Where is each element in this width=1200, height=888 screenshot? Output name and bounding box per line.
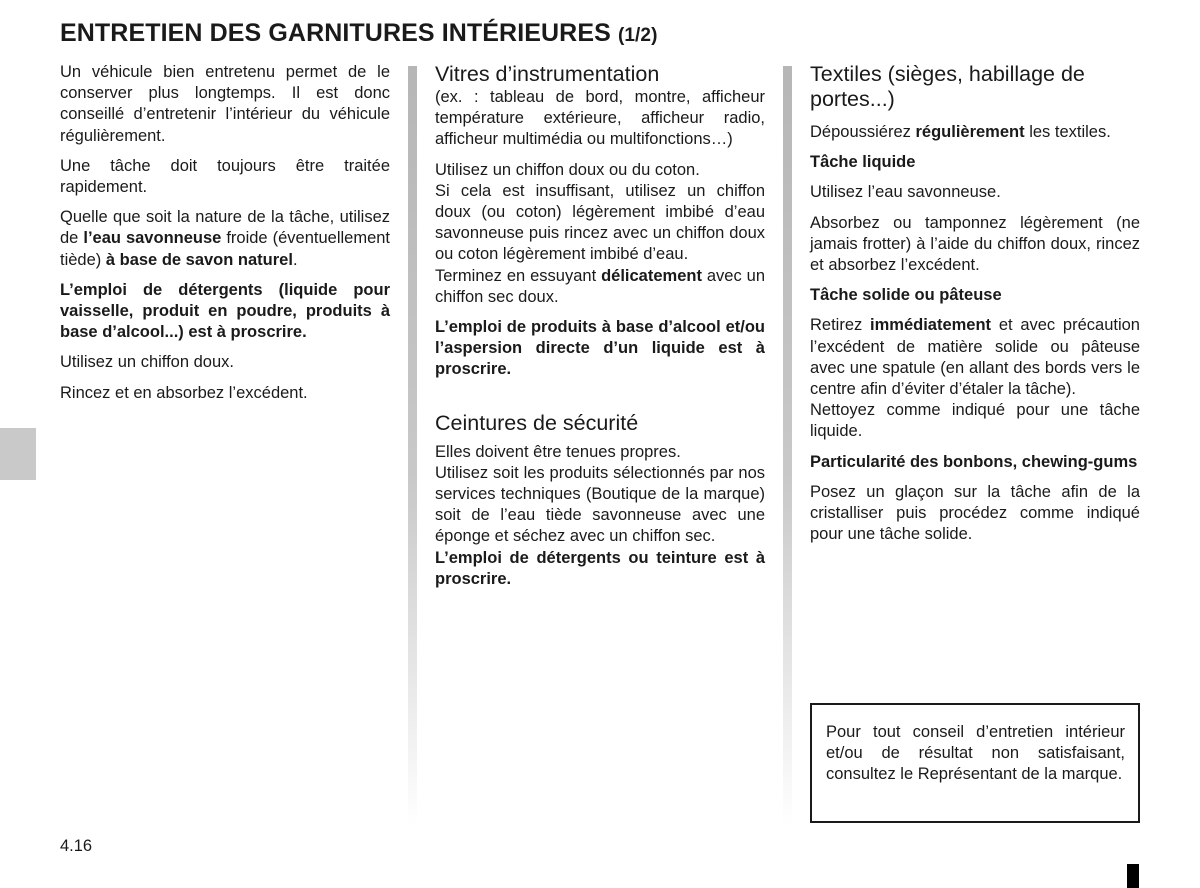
instrument-insufficient: Si cela est insuffisant, utilisez un chiffon doux (ou coton) légèrement imbibé d’eau savonneuse puis rincez avec un chiffon doux ou coton légèrement imbibé d’eau. xyxy=(435,181,765,264)
detergent-warning: L’emploi de détergents (liquide pour vaisselle, produit en poudre, produits à base d’alcool...) est à proscrire. xyxy=(60,280,390,342)
soapy-text-a: Quelle que soit la nature de la tâche, utilisez de xyxy=(60,208,390,248)
column-divider-right xyxy=(783,66,792,826)
solid-clean: Nettoyez comme indiqué pour une tâche liquide. xyxy=(810,401,1140,441)
alcohol-warning: L’emploi de produits à base d’alcool et/ou l’aspersion directe d’un liquide est à proscrire. xyxy=(435,318,765,379)
column-divider-left xyxy=(408,66,417,826)
belts-warning: L’emploi de détergents ou teinture est à proscrire. xyxy=(435,548,765,588)
dust-text-a: Dépoussiérez xyxy=(810,123,916,141)
page-edge-marker xyxy=(1127,864,1139,888)
column-intro xyxy=(60,62,390,413)
belts-clean: Elles doivent être tenues propres. xyxy=(435,442,681,461)
column-textiles xyxy=(810,62,1140,554)
heading-candy-gum: Particularité des bonbons, chewing-gums xyxy=(810,452,1138,471)
remove-text-a: Retirez xyxy=(810,316,871,335)
chapter-tab-marker xyxy=(0,428,36,480)
liquid-absorb: Absorbez ou tamponnez légèrement (ne jamais frotter) à l’aide du chiffon doux, rincez et absorbez l’excédent. xyxy=(810,213,1140,275)
page-number: 4.16 xyxy=(60,837,93,855)
finish-text-a: Terminez en essuyant xyxy=(435,266,602,285)
column-instruments-belts xyxy=(435,62,765,599)
candy-ice: Posez un glaçon sur la tâche afin de la cristalliser puis procédez comme indiqué pour une tâche solide. xyxy=(810,482,1140,544)
solid-remove xyxy=(810,315,1140,400)
soft-cloth-paragraph: Utilisez un chiffon doux. xyxy=(60,353,234,372)
stain-quick-paragraph: Une tâche doit toujours être traitée rapidement. xyxy=(60,156,390,197)
rinse-paragraph: Rincez et en absorbez l’excédent. xyxy=(60,383,308,402)
title-main: ENTRETIEN DES GARNITURES INTÉRIEURES xyxy=(60,19,611,47)
heading-solid-stain: Tâche solide ou pâteuse xyxy=(810,286,1002,305)
page-title xyxy=(60,19,658,48)
soapy-text-e: . xyxy=(292,250,298,269)
instrument-examples: (ex. : tableau de bord, montre, afficheur température extérieure, afficheur radio, afficheur multimédia ou multifonctions…) xyxy=(435,88,765,149)
soapy-text-c: froide (éventuellement tiède) xyxy=(60,229,391,269)
belts-products: Utilisez soit les produits sélectionnés par nos services techniques (Boutique de la marque) soit de l’eau tiède savonneuse avec une éponge et séchez avec un chiffon sec. xyxy=(435,463,765,546)
intro-paragraph: Un véhicule bien entretenu permet de le conserver plus longtemps. Il est donc conseillé d’entretenir l’intérieur du véhicule régulièrement. xyxy=(60,63,390,145)
liquid-soapy: Utilisez l’eau savonneuse. xyxy=(810,183,1001,202)
instrument-finish xyxy=(435,266,765,308)
advice-note-text: Pour tout conseil d’entretien intérieur et/ou de résultat non satisfaisant, consultez le Représentant de la marque. xyxy=(826,723,1125,784)
heading-textiles: Textiles (sièges, habillage de portes...) xyxy=(810,62,1085,111)
remove-text-b: immédiatement xyxy=(870,316,992,335)
instrument-cloth: Utilisez un chiffon doux ou du coton. xyxy=(435,160,700,179)
heading-liquid-stain: Tâche liquide xyxy=(810,153,916,172)
finish-text-b: délicatement xyxy=(601,266,702,285)
remove-text-c: et avec précaution l’excédent de matière solide ou pâteuse avec une spatule (en allant des bords vers le centre afin d’éviter d’étaler la tâche). xyxy=(810,316,1140,399)
title-part-indicator: (1/2) xyxy=(617,25,658,46)
soapy-water-paragraph xyxy=(60,207,390,271)
soapy-text-b: l’eau savonneuse xyxy=(83,229,222,248)
soapy-text-d: à base de savon naturel xyxy=(105,250,293,269)
heading-instrument-glass: Vitres d’instrumentation xyxy=(435,62,660,86)
textiles-dust xyxy=(810,122,1140,143)
finish-text-c: avec un chiffon sec doux. xyxy=(435,266,765,306)
dust-text-b: régulièrement xyxy=(915,123,1025,141)
advice-note-box xyxy=(810,703,1140,823)
dust-text-c: les textiles. xyxy=(1024,123,1111,141)
heading-seat-belts: Ceintures de sécurité xyxy=(435,410,639,435)
